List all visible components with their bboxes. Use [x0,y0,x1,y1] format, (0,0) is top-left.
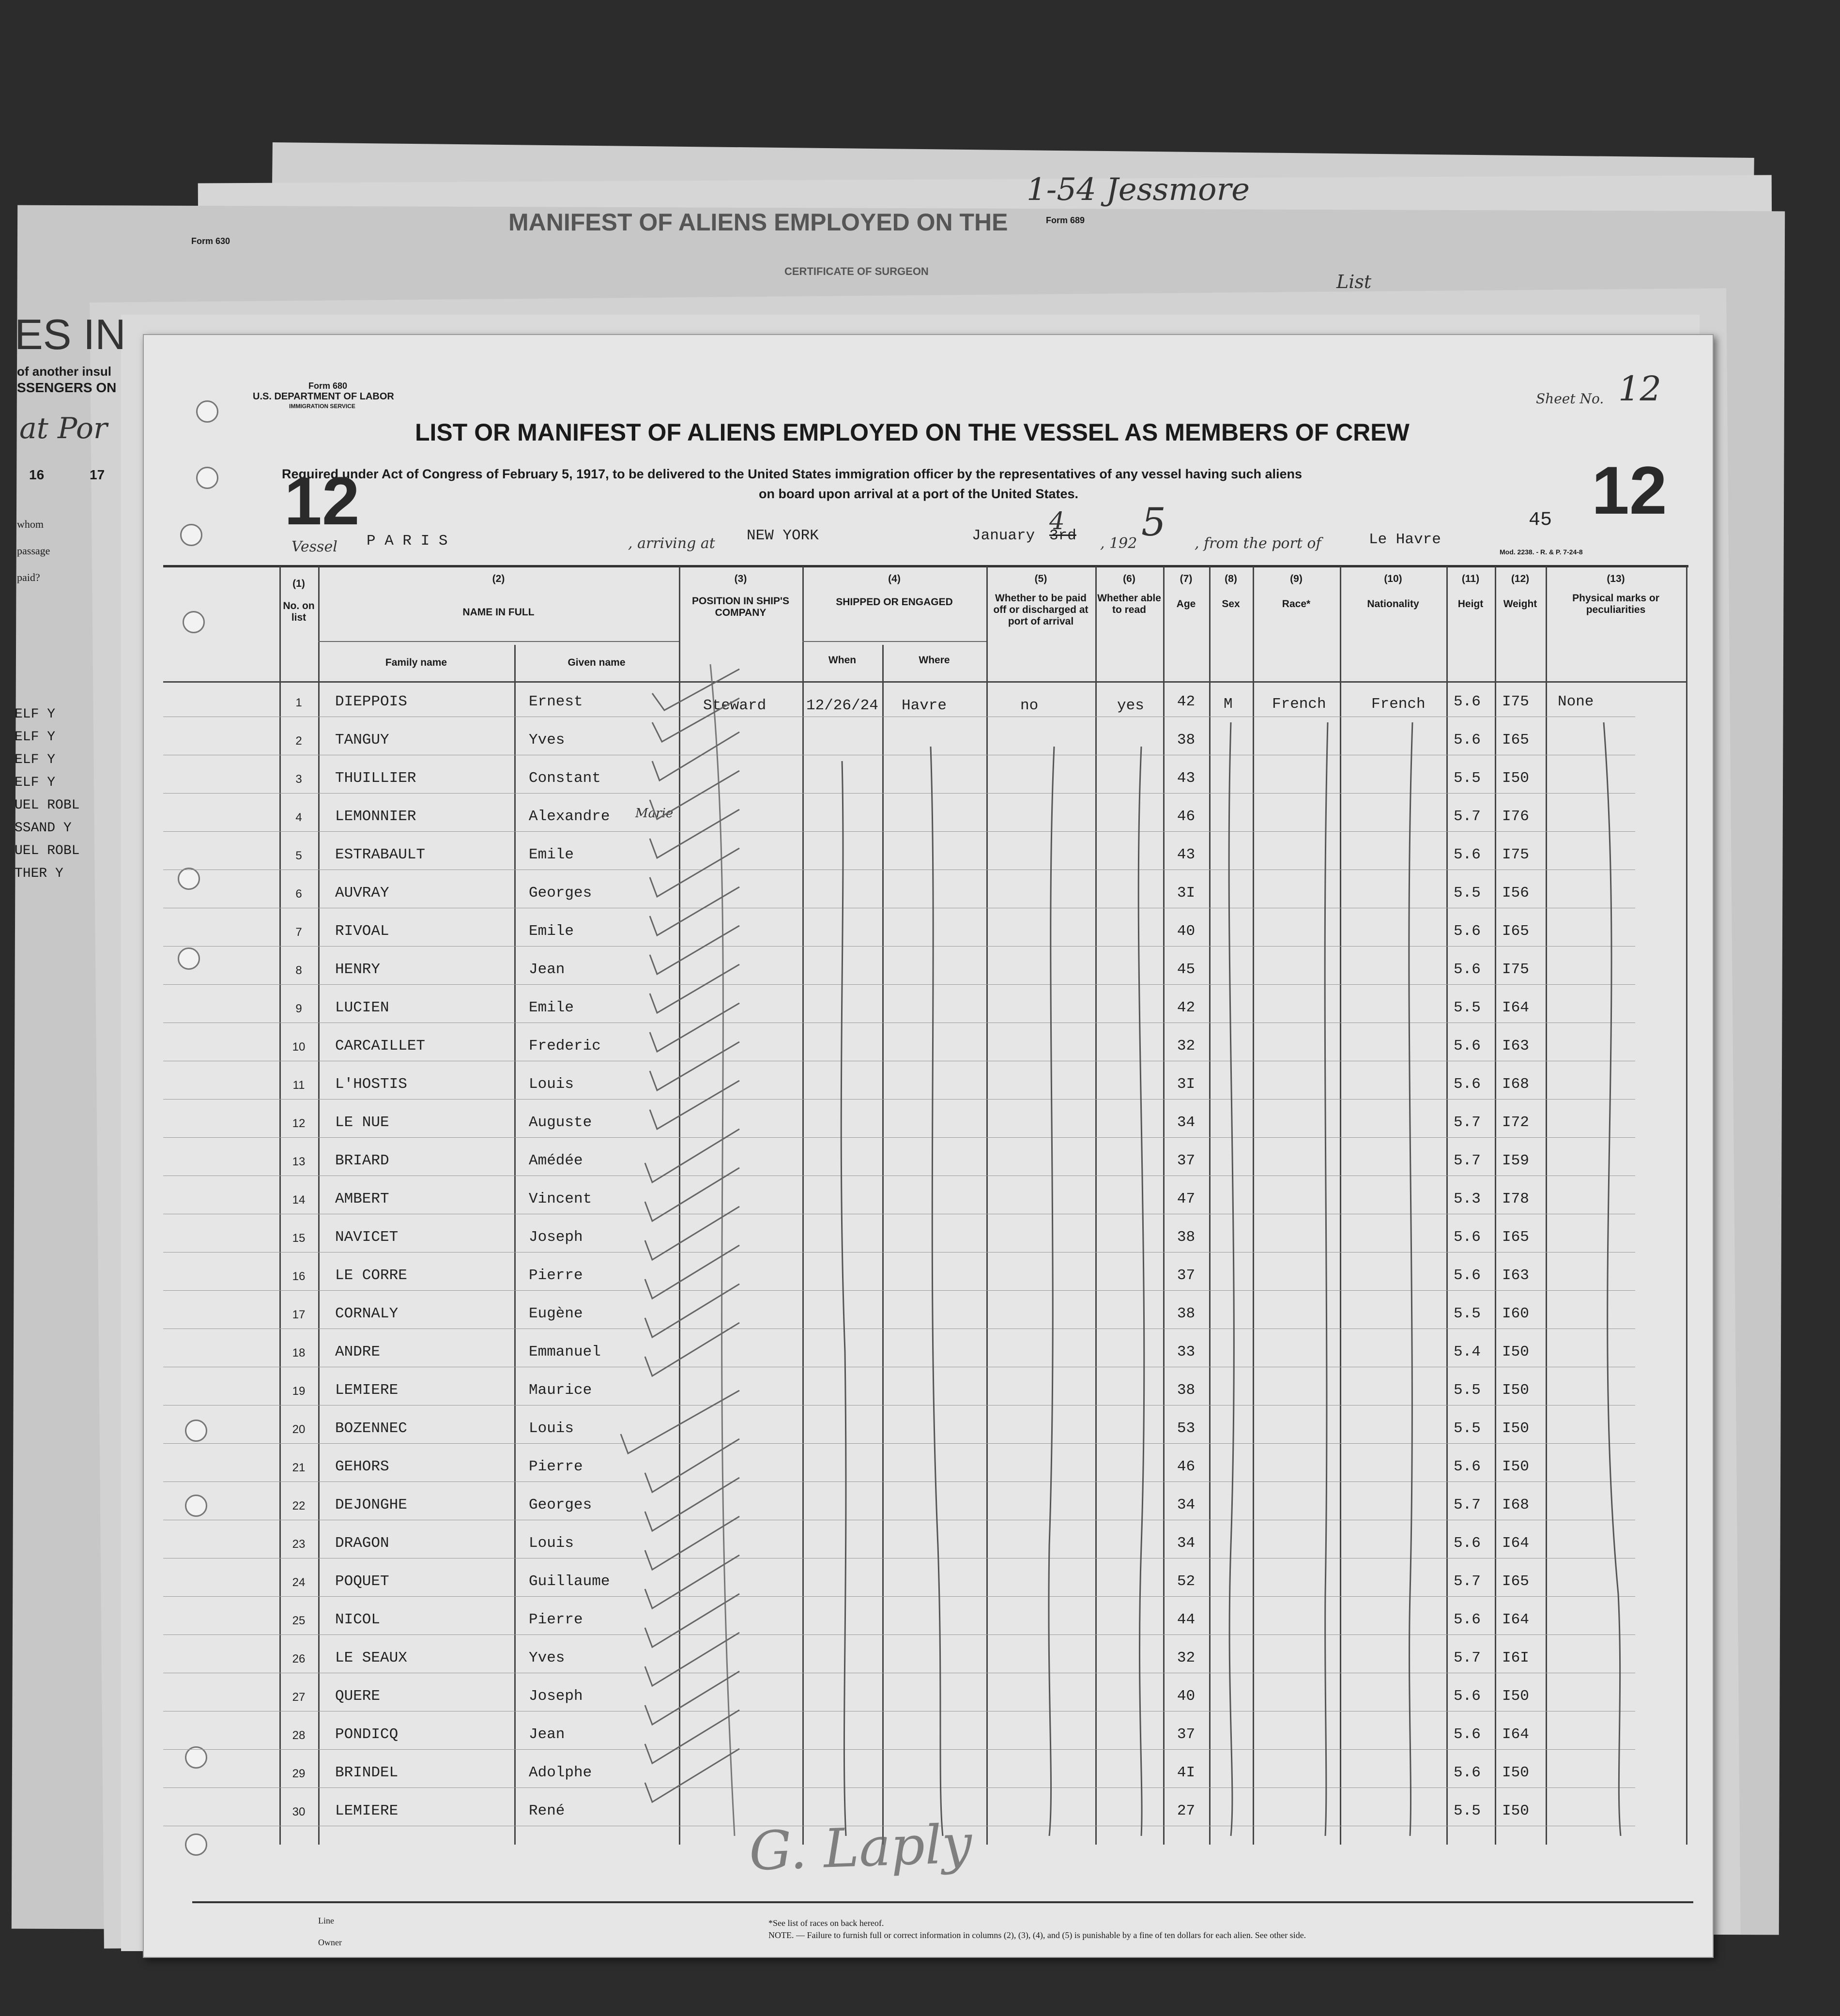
row-age: 34 [1177,1535,1196,1552]
row-no: 12 [292,1117,306,1130]
year-prefix: , 192 [1100,535,1137,552]
row-given: Pierre [529,1458,583,1475]
sheet-label: Sheet No. [1536,391,1604,407]
background-text: whom [17,518,44,530]
row-weight: I50 [1502,1344,1529,1360]
row-height: 5.6 [1454,1038,1481,1054]
background-text: 17 [90,467,105,482]
background-form-ref: Form 689 [1046,215,1085,225]
date-day-correction: 4 [1049,507,1065,535]
row-age: 42 [1177,693,1196,710]
background-row: UEL ROBL [15,843,80,858]
service: IMMIGRATION SERVICE [289,403,355,410]
row-age: 38 [1177,732,1196,748]
row-family: ANDRE [335,1344,381,1360]
row-weight: I60 [1502,1305,1529,1322]
row-age: 38 [1177,1229,1196,1246]
row-no: 6 [295,887,302,901]
manifest-title: LIST OR MANIFEST OF ALIENS EMPLOYED ON THE VESSEL AS MEMBERS OF CREW [415,419,1410,446]
row-height: 5.7 [1454,1497,1481,1513]
row-no: 15 [292,1232,306,1245]
sheet-number: 12 [1618,369,1662,409]
col2-family-header: Family name [385,657,447,668]
stamp-number: 12 [1592,452,1667,528]
footer-note: NOTE. — Failure to furnish full or correct information in columns (2), (3), (4), and (5) is punishable by a fine of ten dollars for each alien. See other side. [768,1930,1306,1940]
row-family: BRINDEL [335,1764,399,1781]
row-family: LEMIERE [335,1802,399,1819]
row-weight: I50 [1502,1458,1529,1475]
col4-label: SHIPPED OR ENGAGED [836,596,953,608]
row-height: 5.5 [1454,1420,1481,1437]
row-no: 7 [295,926,302,939]
row-given: Yves [529,1649,565,1666]
row-given: Georges [529,885,592,901]
row-height: 5.5 [1454,1382,1481,1399]
year-correction: 5 [1141,500,1166,545]
stamp-number: 12 [284,463,360,539]
row-family: DIEPPOIS [335,693,407,710]
row-given-handwritten: Marie [635,806,674,821]
row-height: 5.5 [1454,885,1481,901]
row-no: 14 [292,1193,306,1207]
background-label: List [1336,271,1372,292]
row1-able-to-read: yes [1117,697,1144,714]
row1-nationality: French [1371,696,1426,713]
row-age: 4I [1177,1764,1196,1781]
row-height: 5.6 [1454,1076,1481,1093]
background-row: SSAND Y [15,821,72,836]
row-weight: I50 [1502,1764,1529,1781]
row-height: 5.5 [1454,999,1481,1016]
row-height: 5.4 [1454,1344,1481,1360]
row-no: 29 [292,1767,306,1780]
row-age: 53 [1177,1420,1196,1437]
row-weight: I75 [1502,961,1529,978]
row-weight: I65 [1502,1229,1529,1246]
background-title: ES IN [15,310,126,358]
col4-num: (4) [888,573,901,584]
background-text: paid? [17,571,40,583]
row-no: 10 [292,1040,306,1054]
row-age: 38 [1177,1305,1196,1322]
row-height: 5.6 [1454,1726,1481,1743]
row-no: 13 [292,1155,306,1168]
row-weight: I63 [1502,1267,1529,1284]
row-family: CARCAILLET [335,1038,426,1054]
row-family: PONDICQ [335,1726,399,1743]
from-label: , from the port of [1195,535,1321,552]
col1-num: (1) [292,578,305,589]
row-weight: I72 [1502,1114,1529,1131]
footer-rule [192,1901,1693,1903]
row-given: Emile [529,999,574,1016]
stamp-number-small: 45 [1529,509,1552,531]
row-given: Pierre [529,1611,583,1628]
row-age: 47 [1177,1191,1196,1207]
date-month: January [972,527,1035,544]
background-text: 16 [29,467,45,482]
row-height: 5.6 [1454,846,1481,863]
row-height: 5.6 [1454,1229,1481,1246]
row-given: Maurice [529,1382,592,1399]
signature: G. Laply [748,1813,973,1882]
row-no: 19 [292,1385,306,1398]
background-text: of another insul [17,364,111,379]
row-given: Joseph [529,1229,583,1246]
background-row: THER Y [15,866,63,881]
row-no: 25 [292,1614,306,1627]
row-weight: I75 [1502,846,1529,863]
row-height: 5.6 [1454,961,1481,978]
row-weight: I50 [1502,1382,1529,1399]
col3-num: (3) [734,573,747,584]
row-weight: I50 [1502,770,1529,787]
row-age: 3I [1177,885,1196,901]
col10-num: (10) [1384,573,1402,584]
row-no: 23 [292,1538,306,1551]
background-form-ref: Form 630 [191,236,230,246]
row-no: 22 [292,1499,306,1512]
row-given: Guillaume [529,1573,610,1590]
row-height: 5.6 [1454,923,1481,940]
row-no: 20 [292,1423,306,1436]
col12-num: (12) [1511,573,1530,584]
row-weight: I64 [1502,1535,1529,1552]
row-no: 28 [292,1729,306,1742]
col9-label: Race* [1282,598,1311,610]
row-given: Emile [529,923,574,940]
col11-num: (11) [1461,573,1480,584]
row-no: 11 [292,1079,305,1092]
col8-label: Sex [1222,598,1240,610]
row-weight: I65 [1502,732,1529,748]
row-given: Jean [529,961,565,978]
col9-num: (9) [1290,573,1303,584]
row-family: LE NUE [335,1114,389,1131]
row-no: 9 [295,1002,302,1015]
background-note: 1-54 Jessmore [1027,172,1250,208]
row-given: Louis [529,1535,574,1552]
row-family: RIVOAL [335,923,389,940]
footer-owner-label: Owner [318,1938,342,1947]
row1-paid-off: no [1020,697,1039,714]
row-no: 1 [295,696,302,709]
row-given: Alexandre [529,808,610,825]
row-age: 40 [1177,1688,1196,1705]
background-title: CERTIFICATE OF SURGEON [784,265,929,277]
row-age: 32 [1177,1038,1196,1054]
row-age: 38 [1177,1382,1196,1399]
background-row: ELF Y [15,752,56,767]
row-family: LUCIEN [335,999,389,1016]
row-family: LE CORRE [335,1267,407,1284]
row-age: 37 [1177,1152,1196,1169]
row1-sex: M [1224,696,1233,713]
col8-num: (8) [1225,573,1237,584]
row-age: 33 [1177,1344,1196,1360]
col6-num: (6) [1123,573,1135,584]
row-family: ESTRABAULT [335,846,426,863]
row-age: 44 [1177,1611,1196,1628]
col1-label: No. on list [283,600,315,624]
row-given: Yves [529,732,565,748]
row-given: Eugène [529,1305,583,1322]
background-text: SSENGERS ON [17,380,117,395]
row-family: LEMIERE [335,1382,399,1399]
row-family: BOZENNEC [335,1420,407,1437]
row-height: 5.6 [1454,1458,1481,1475]
manifest-subtitle: Required under Act of Congress of February 5, 1917, to be delivered to the United States immigration officer by the representatives of any vessel having such aliens [282,467,1303,481]
row-no: 21 [292,1461,306,1474]
row-no: 27 [292,1691,306,1704]
col4-when-header: When [828,655,857,666]
col7-num: (7) [1180,573,1193,584]
col10-label: Nationality [1367,598,1419,610]
form-number: Form 680 [308,381,348,391]
row-given: Emile [529,846,574,863]
row-age: 34 [1177,1114,1196,1131]
row-age: 3I [1177,1076,1196,1093]
col2-given-header: Given name [567,657,626,668]
background-row: UEL ROBL [15,798,80,813]
row-family: NAVICET [335,1229,399,1246]
row-age: 46 [1177,808,1196,825]
row-age: 43 [1177,770,1196,787]
col4-where-header: Where [919,655,950,666]
row-height: 5.5 [1454,1305,1481,1322]
col12-label: Weight [1503,598,1537,610]
row-weight: I68 [1502,1497,1529,1513]
background-row: ELF Y [15,707,56,722]
row-family: CORNALY [335,1305,399,1322]
row-height: 5.6 [1454,1764,1481,1781]
row-weight: I59 [1502,1152,1529,1169]
row-age: 37 [1177,1726,1196,1743]
row-weight: I68 [1502,1076,1529,1093]
row-no: 24 [292,1576,306,1589]
manifest-subtitle: on board upon arrival at a port of the United States. [759,487,1079,501]
row-given: Joseph [529,1688,583,1705]
row-family: L'HOSTIS [335,1076,407,1093]
row-family: THUILLIER [335,770,416,787]
row-given: Jean [529,1726,565,1743]
row-height: 5.6 [1454,1611,1481,1628]
col7-label: Age [1176,598,1196,610]
vessel-label: Vessel [291,538,337,555]
col3-label: POSITION IN SHIP'S COMPANY [691,596,790,619]
row-family: DEJONGHE [335,1497,407,1513]
row-family: BRIARD [335,1152,389,1169]
row-weight: I65 [1502,923,1529,940]
col6-label: Whether able to read [1097,593,1161,616]
row-family: TANGUY [335,732,389,748]
arriving-port: NEW YORK [747,527,819,544]
row-weight: I78 [1502,1191,1529,1207]
row-family: LEMONNIER [335,808,416,825]
department: U.S. DEPARTMENT OF LABOR [253,391,394,402]
row-height: 5.3 [1454,1191,1481,1207]
row-no: 26 [292,1652,306,1665]
from-port: Le Havre [1369,531,1441,548]
row-weight: I65 [1502,1573,1529,1590]
manifest-sheet [143,334,1714,1958]
row-age: 37 [1177,1267,1196,1284]
row-age: 27 [1177,1802,1196,1819]
col11-label: Heigt [1457,598,1484,610]
footer-line-label: Line [318,1916,334,1925]
row-no: 18 [292,1346,306,1359]
row-height: 5.7 [1454,1649,1481,1666]
row-no: 17 [292,1308,306,1321]
row-no: 4 [295,811,302,824]
row-age: 45 [1177,961,1196,978]
vessel-name: P A R I S [367,533,448,550]
row-given: Adolphe [529,1764,592,1781]
row-given: Auguste [529,1114,592,1131]
row1-when: 12/26/24 [806,697,878,714]
row-weight: I50 [1502,1688,1529,1705]
row-height: 5.5 [1454,1802,1481,1819]
background-text: at Por [19,412,107,445]
col5-label: Whether to be paid off or discharged at port of arrival [993,593,1089,627]
row-height: 5.5 [1454,770,1481,787]
row-no: 5 [295,849,302,862]
col2-num: (2) [492,573,505,584]
row-no: 8 [295,964,302,977]
row-weight: I56 [1502,885,1529,901]
row-height: 5.6 [1454,1267,1481,1284]
row-weight: I50 [1502,1420,1529,1437]
row-height: 5.7 [1454,1573,1481,1590]
background-row: ELF Y [15,730,56,745]
background-text: passage [17,545,50,557]
col13-num: (13) [1607,573,1625,584]
row-given: Louis [529,1420,574,1437]
col2-label: NAME IN FULL [462,607,535,618]
row-height: 5.6 [1454,1688,1481,1705]
row-weight: I64 [1502,1726,1529,1743]
row1-position: Steward [703,697,767,714]
background-title: MANIFEST OF ALIENS EMPLOYED ON THE [508,209,1008,236]
row-weight: I63 [1502,1038,1529,1054]
row-no: 30 [292,1805,306,1818]
row-no: 3 [295,773,302,786]
row-height: 5.7 [1454,1114,1481,1131]
row-family: HENRY [335,961,381,978]
row-family: GEHORS [335,1458,389,1475]
row-given: René [529,1802,565,1819]
row-family: AMBERT [335,1191,389,1207]
row-no: 2 [295,734,302,748]
row-age: 43 [1177,846,1196,863]
row-weight: I76 [1502,808,1529,825]
row-weight: I64 [1502,999,1529,1016]
row-family: QUERE [335,1688,381,1705]
row-given: Emmanuel [529,1344,601,1360]
row-weight: I75 [1502,693,1529,710]
row-family: AUVRAY [335,885,389,901]
col13-label: Physical marks or peculiarities [1572,593,1659,616]
ditto-marks [144,335,1713,1957]
row-family: LE SEAUX [335,1649,407,1666]
row-given: Louis [529,1076,574,1093]
row-weight: I6I [1502,1649,1529,1666]
row-given: Vincent [529,1191,592,1207]
row-age: 46 [1177,1458,1196,1475]
row1-where: Havre [902,697,947,714]
row-given: Constant [529,770,601,787]
row-weight: I50 [1502,1802,1529,1819]
row-no: 16 [292,1270,306,1283]
date-day: 3rd [1049,527,1076,544]
row-family: POQUET [335,1573,389,1590]
row-given: Amédée [529,1152,583,1169]
row-height: 5.6 [1454,732,1481,748]
row-family: DRAGON [335,1535,389,1552]
row-given: Frederic [529,1038,601,1054]
row-family: NICOL [335,1611,381,1628]
footer-races-note: *See list of races on back hereof. [768,1918,884,1928]
row-height: 5.7 [1454,808,1481,825]
row-age: 40 [1177,923,1196,940]
row-age: 42 [1177,999,1196,1016]
row-age: 32 [1177,1649,1196,1666]
row1-race: French [1272,696,1326,713]
row-age: 34 [1177,1497,1196,1513]
row-weight: I64 [1502,1611,1529,1628]
row-given: Ernest [529,693,583,710]
row-given: Georges [529,1497,592,1513]
row1-marks: None [1558,693,1594,710]
col5-num: (5) [1034,573,1047,584]
mod-reference: Mod. 2238. - R. & P. 7-24-8 [1500,548,1583,556]
row-age: 52 [1177,1573,1196,1590]
row-height: 5.7 [1454,1152,1481,1169]
row-height: 5.6 [1454,693,1481,710]
row-height: 5.6 [1454,1535,1481,1552]
arriving-label: , arriving at [628,535,715,552]
background-row: ELF Y [15,775,56,790]
row-given: Pierre [529,1267,583,1284]
